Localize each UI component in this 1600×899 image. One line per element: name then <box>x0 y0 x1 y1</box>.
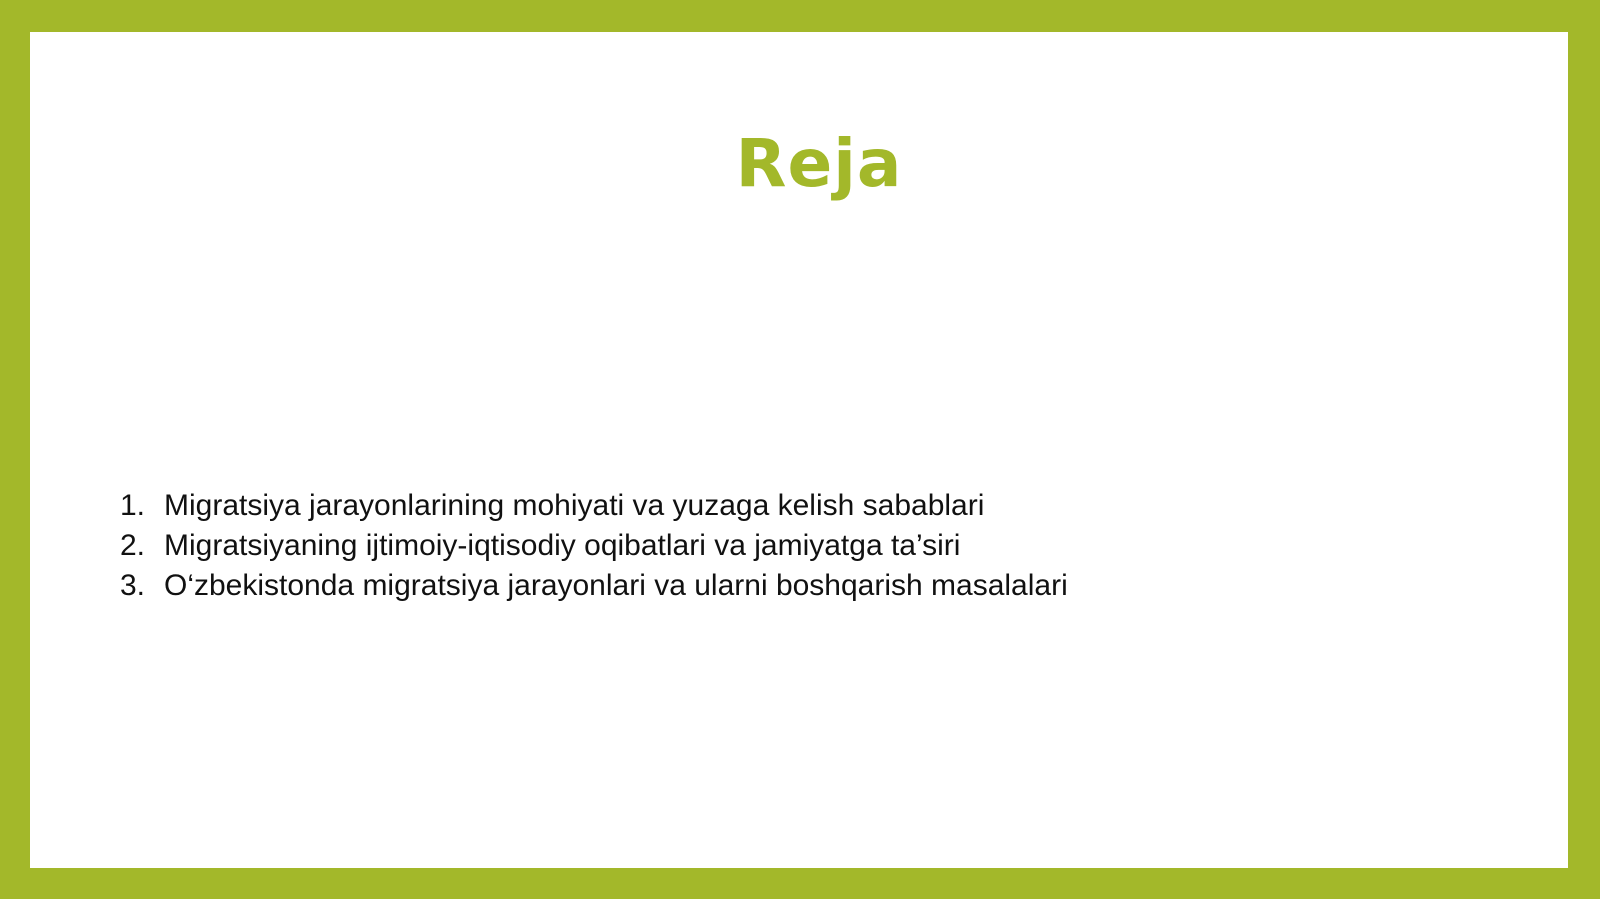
plan-item-2 <box>120 526 1068 566</box>
slide-title: Reja <box>735 125 903 202</box>
plan-item-text: O‘zbekistonda migratsiya jarayonlari va ularni boshqarish masalalari <box>164 569 1068 602</box>
plan-item-number: 3. <box>120 569 146 602</box>
plan-item-number: 2. <box>120 529 146 562</box>
plan-item-number: 1. <box>120 489 146 522</box>
plan-item-text: Migratsiyaning ijtimoiy-iqtisodiy oqibatlari va jamiyatga ta’siri <box>164 529 961 562</box>
plan-item-text: Migratsiya jarayonlarining mohiyati va yuzaga kelish sabablari <box>164 489 985 522</box>
slide-content-area <box>30 32 1568 868</box>
plan-item-3 <box>120 566 1068 606</box>
plan-item-1 <box>120 486 1068 526</box>
plan-list <box>120 486 1068 606</box>
